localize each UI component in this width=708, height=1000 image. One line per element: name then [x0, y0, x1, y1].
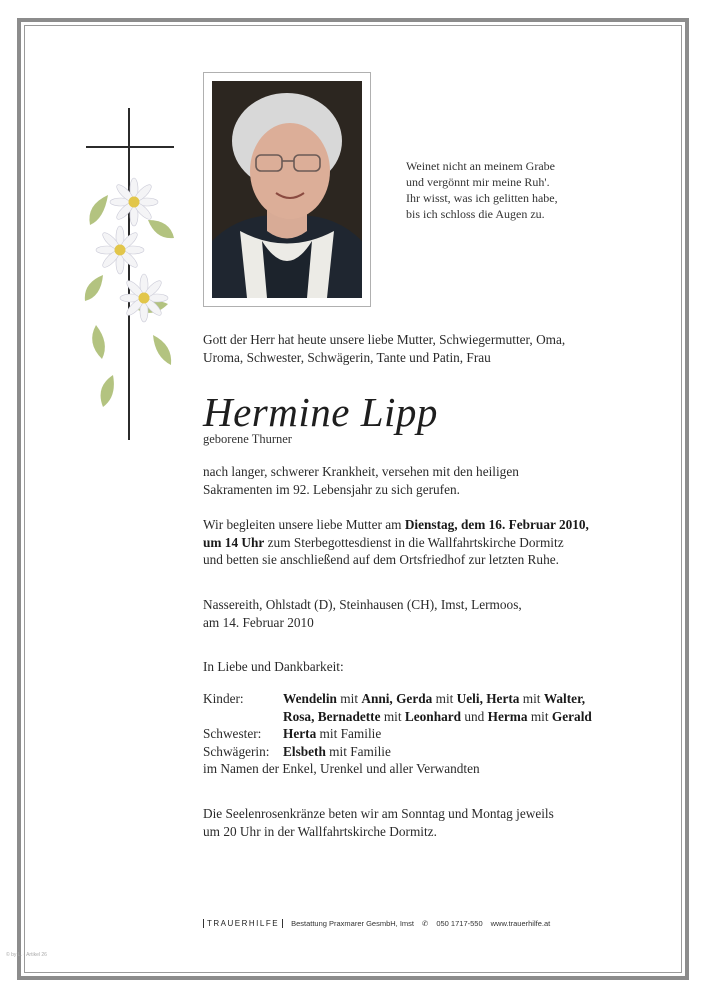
funeral-text-end: und betten sie anschließend auf dem Ortsfriedhof zur letzten Ruhe.: [203, 552, 559, 567]
connector: mit Familie: [325, 743, 391, 759]
poem: [406, 158, 558, 222]
child-name: Walter,: [543, 691, 586, 706]
phone-icon: ✆: [422, 919, 429, 928]
maiden-name: geborene Thurner: [203, 432, 292, 446]
rosary-text: [203, 805, 554, 840]
poem-line: Weinet nicht an meinem Grabe: [406, 159, 555, 173]
sister-in-law-label: Schwägerin:: [203, 743, 270, 759]
phone-number: 050 1717-550: [436, 919, 483, 928]
child-name: Ueli, Herta: [456, 691, 520, 706]
poem-line: Ihr wisst, was ich gelitten habe,: [406, 191, 558, 205]
connector: mit Familie: [316, 726, 382, 741]
child-name: Anni, Gerda: [361, 691, 433, 706]
intro-line: Gott der Herr hat heute unsere liebe Mutter, Schwiegermutter, Oma,: [203, 332, 566, 347]
death-line: Sakramenten im 92. Lebensjahr zu sich gerufen.: [203, 481, 460, 497]
portrait-photo: [212, 81, 362, 298]
poem-line: und vergönnt mir meine Ruh'.: [406, 175, 550, 189]
sister-name: Herta: [283, 726, 317, 741]
connector: mit: [380, 708, 405, 724]
child-name: Gerald: [551, 708, 592, 724]
child-name: Leonhard: [404, 708, 462, 724]
relatives-row: [203, 725, 663, 743]
funeral-text-mid: zum Sterbegottesdienst in die Wallfahrtskirche Dormitz: [264, 534, 564, 550]
poem-line: bis ich schloss die Augen zu.: [406, 207, 545, 221]
sister-label: Schwester:: [203, 726, 262, 741]
cross-with-daisies-icon: [78, 100, 188, 445]
connector: und: [461, 708, 488, 724]
place-date: [203, 596, 522, 631]
rosary-line: um 20 Uhr in der Wallfahrtskirche Dormitz.: [203, 823, 437, 839]
connector: mit: [336, 691, 362, 706]
death-text: [203, 463, 519, 498]
child-name: Herma: [487, 708, 528, 724]
thanks-line: In Liebe und Dankbarkeit:: [203, 659, 344, 674]
death-line: nach langer, schwerer Krankheit, versehen mit den heiligen: [203, 464, 519, 479]
connector: mit: [527, 708, 552, 724]
relatives-row: [203, 708, 663, 726]
sister-in-law-name: Elsbeth: [283, 743, 326, 759]
funeral-time: um 14 Uhr: [203, 534, 265, 550]
children-label: Kinder:: [203, 691, 244, 706]
relatives-list: [203, 690, 663, 778]
funeral-date: Dienstag, dem 16. Februar 2010,: [404, 517, 589, 532]
place-line: Nassereith, Ohlstadt (D), Steinhausen (CH), Imst, Lermoos,: [203, 597, 522, 612]
relatives-row: [203, 690, 663, 708]
relatives-row: [203, 743, 663, 761]
date-line: am 14. Februar 2010: [203, 614, 314, 630]
child-name: Rosa, Bernadette: [283, 708, 381, 724]
company-name: Bestattung Praxmarer GesmbH, Imst: [291, 919, 415, 928]
website[interactable]: www.trauerhilfe.at: [490, 919, 551, 928]
others-line: im Namen der Enkel, Urenkel und aller Verwandten: [203, 761, 480, 776]
deceased-name: Hermine Lipp: [203, 389, 438, 435]
intro-text: [203, 331, 565, 366]
child-name: Wendelin: [283, 691, 337, 706]
footer: [203, 919, 550, 928]
print-note: © by L. · Artikel 26: [6, 952, 47, 958]
intro-line: Uroma, Schwester, Schwägerin, Tante und Patin, Frau: [203, 349, 491, 365]
funeral-text: [203, 516, 589, 569]
connector: mit: [519, 691, 544, 706]
funeral-text-start: Wir begleiten unsere liebe Mutter am: [203, 517, 405, 532]
rosary-line: Die Seelenrosenkränze beten wir am Sonntag und Montag jeweils: [203, 806, 554, 821]
trauerhilfe-logo: TRAUERHILFE: [203, 919, 283, 928]
connector: mit: [432, 691, 457, 706]
